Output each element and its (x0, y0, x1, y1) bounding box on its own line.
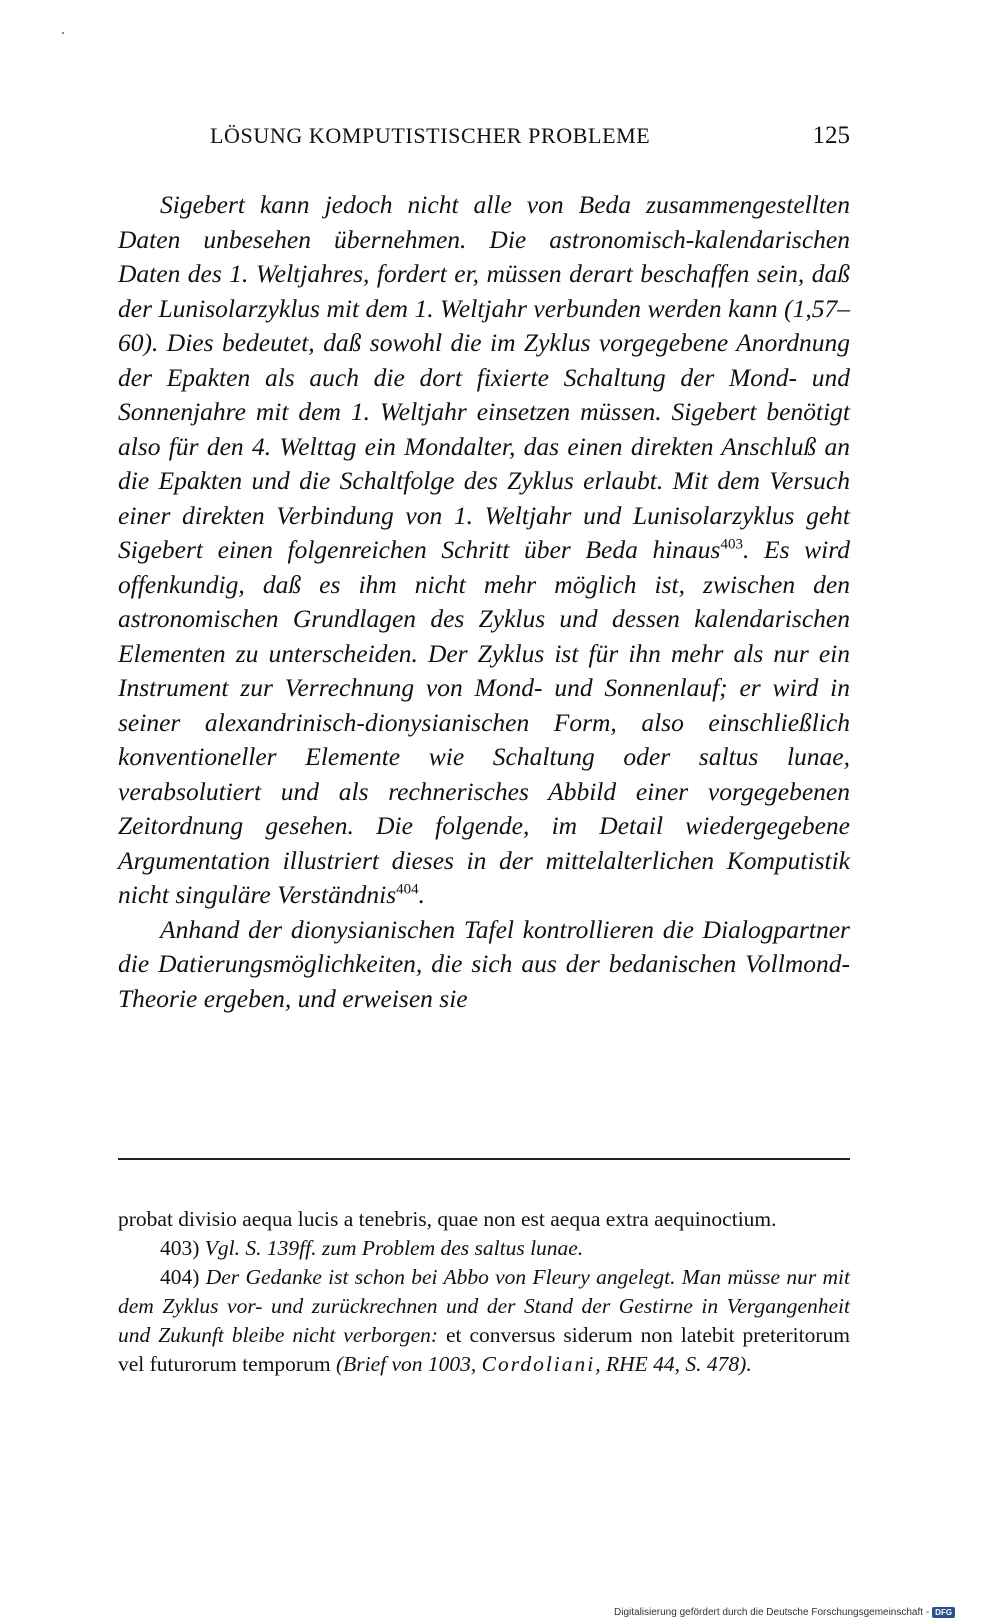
footnote-403 (118, 1234, 850, 1263)
paragraph-1 (118, 188, 850, 913)
digitization-footer (614, 1604, 994, 1620)
footnote-403-number: 403) (160, 1236, 200, 1260)
footnote-ref-403: 403 (720, 536, 743, 553)
paragraph-1-part-b: . Es wird offenkundig, daß es ihm nicht mehr möglich ist, zwischen den astronomischen Grundlagen des Zyklus und dessen kalendarischen Elementen zu unterscheiden. Der Zyklus ist für ihn mehr als nur ein Instrument zur Verrechnung von Mond- und Sonnenlauf; er wird in seiner alexandrinisch-dionysianischen Form, also einschließlich konventioneller Elemente wie Schaltung oder saltus lunae, verabsolutiert und als rechnerisches Abbild einer vorgegebenen Zeitordnung gesehen. Die folgende, im Detail wiedergegebene Argumentation illustriert dieses in der mittelalterlichen Komputistik nicht singuläre Verständnis (118, 535, 850, 909)
footnote-403-text: Vgl. S. 139ff. zum Problem des saltus lunae. (204, 1236, 584, 1260)
footnote-404-citation-open: (Brief von 1003, (335, 1352, 477, 1376)
paragraph-1-part-a: Sigebert kann jedoch nicht alle von Beda zusammengestellten Daten unbesehen übernehmen. Die astronomisch-kalendarischen Daten des 1. Weltjahres, fordert er, müssen derart beschaffen sein, daß der Lunisolarzyklus mit dem 1. Weltjahr verbunden werden kann (1,57–60). Dies bedeutet, daß sowohl die im Zyklus vorgegebene Anordnung der Epakten als auch die dort fixierte Schaltung der Mond- und Sonnenjahre mit dem 1. Weltjahr einsetzen müssen. Sigebert benötigt also für den 4. Welttag ein Mondalter, das einen direkten Anschluß an die Epakten und die Schaltfolge des Zyklus erlaubt. Mit dem Versuch einer direkten Verbindung von 1. Weltjahr und Lunisolarzyklus geht Sigebert einen folgenreichen Schritt über Beda hinaus (118, 190, 850, 564)
footnote-404-italic-text: Der Gedanke ist schon bei Abbo von Fleury angelegt. Man müsse nur mit dem Zyklus vor- und zurückrechnen und der Stand der Gestirne in Vergangenheit und Zukunft bleibe nicht verborgen: (118, 1265, 851, 1347)
main-text (118, 188, 850, 1016)
footnote-404-citation-close: , RHE 44, S. 478). (595, 1352, 752, 1376)
running-title: LÖSUNG KOMPUTISTISCHER PROBLEME (210, 123, 651, 148)
scan-speck (62, 32, 64, 34)
footnote-404 (118, 1263, 850, 1379)
paragraph-1-part-c: . (418, 880, 426, 909)
footnote-404-number: 404) (160, 1265, 200, 1289)
footnote-ref-404: 404 (396, 881, 419, 898)
page-header (210, 122, 850, 162)
footnote-404-author: Cordoliani (481, 1352, 596, 1376)
paragraph-2: Anhand der dionysianischen Tafel kontrollieren die Dialogpartner die Datierungsmöglichkeiten, die sich aus der bedanischen Vollmond-Theorie ergeben, und erweisen sie (118, 914, 850, 1013)
footnotes (118, 1205, 850, 1379)
dfg-logo-icon: DFG (932, 1607, 955, 1618)
footnote-separator (118, 1158, 850, 1160)
page-number: 125 (812, 122, 850, 149)
footnote-carryover: probat divisio aequa lucis a tenebris, quae non est aequa extra aequinoctium. (118, 1207, 777, 1231)
footnote-404-latin-quote: et conversus siderum non latebit preteritorum vel futurorum temporum (118, 1323, 850, 1376)
digitization-credit: Digitalisierung gefördert durch die Deutsche Forschungsgemeinschaft - (614, 1606, 930, 1618)
